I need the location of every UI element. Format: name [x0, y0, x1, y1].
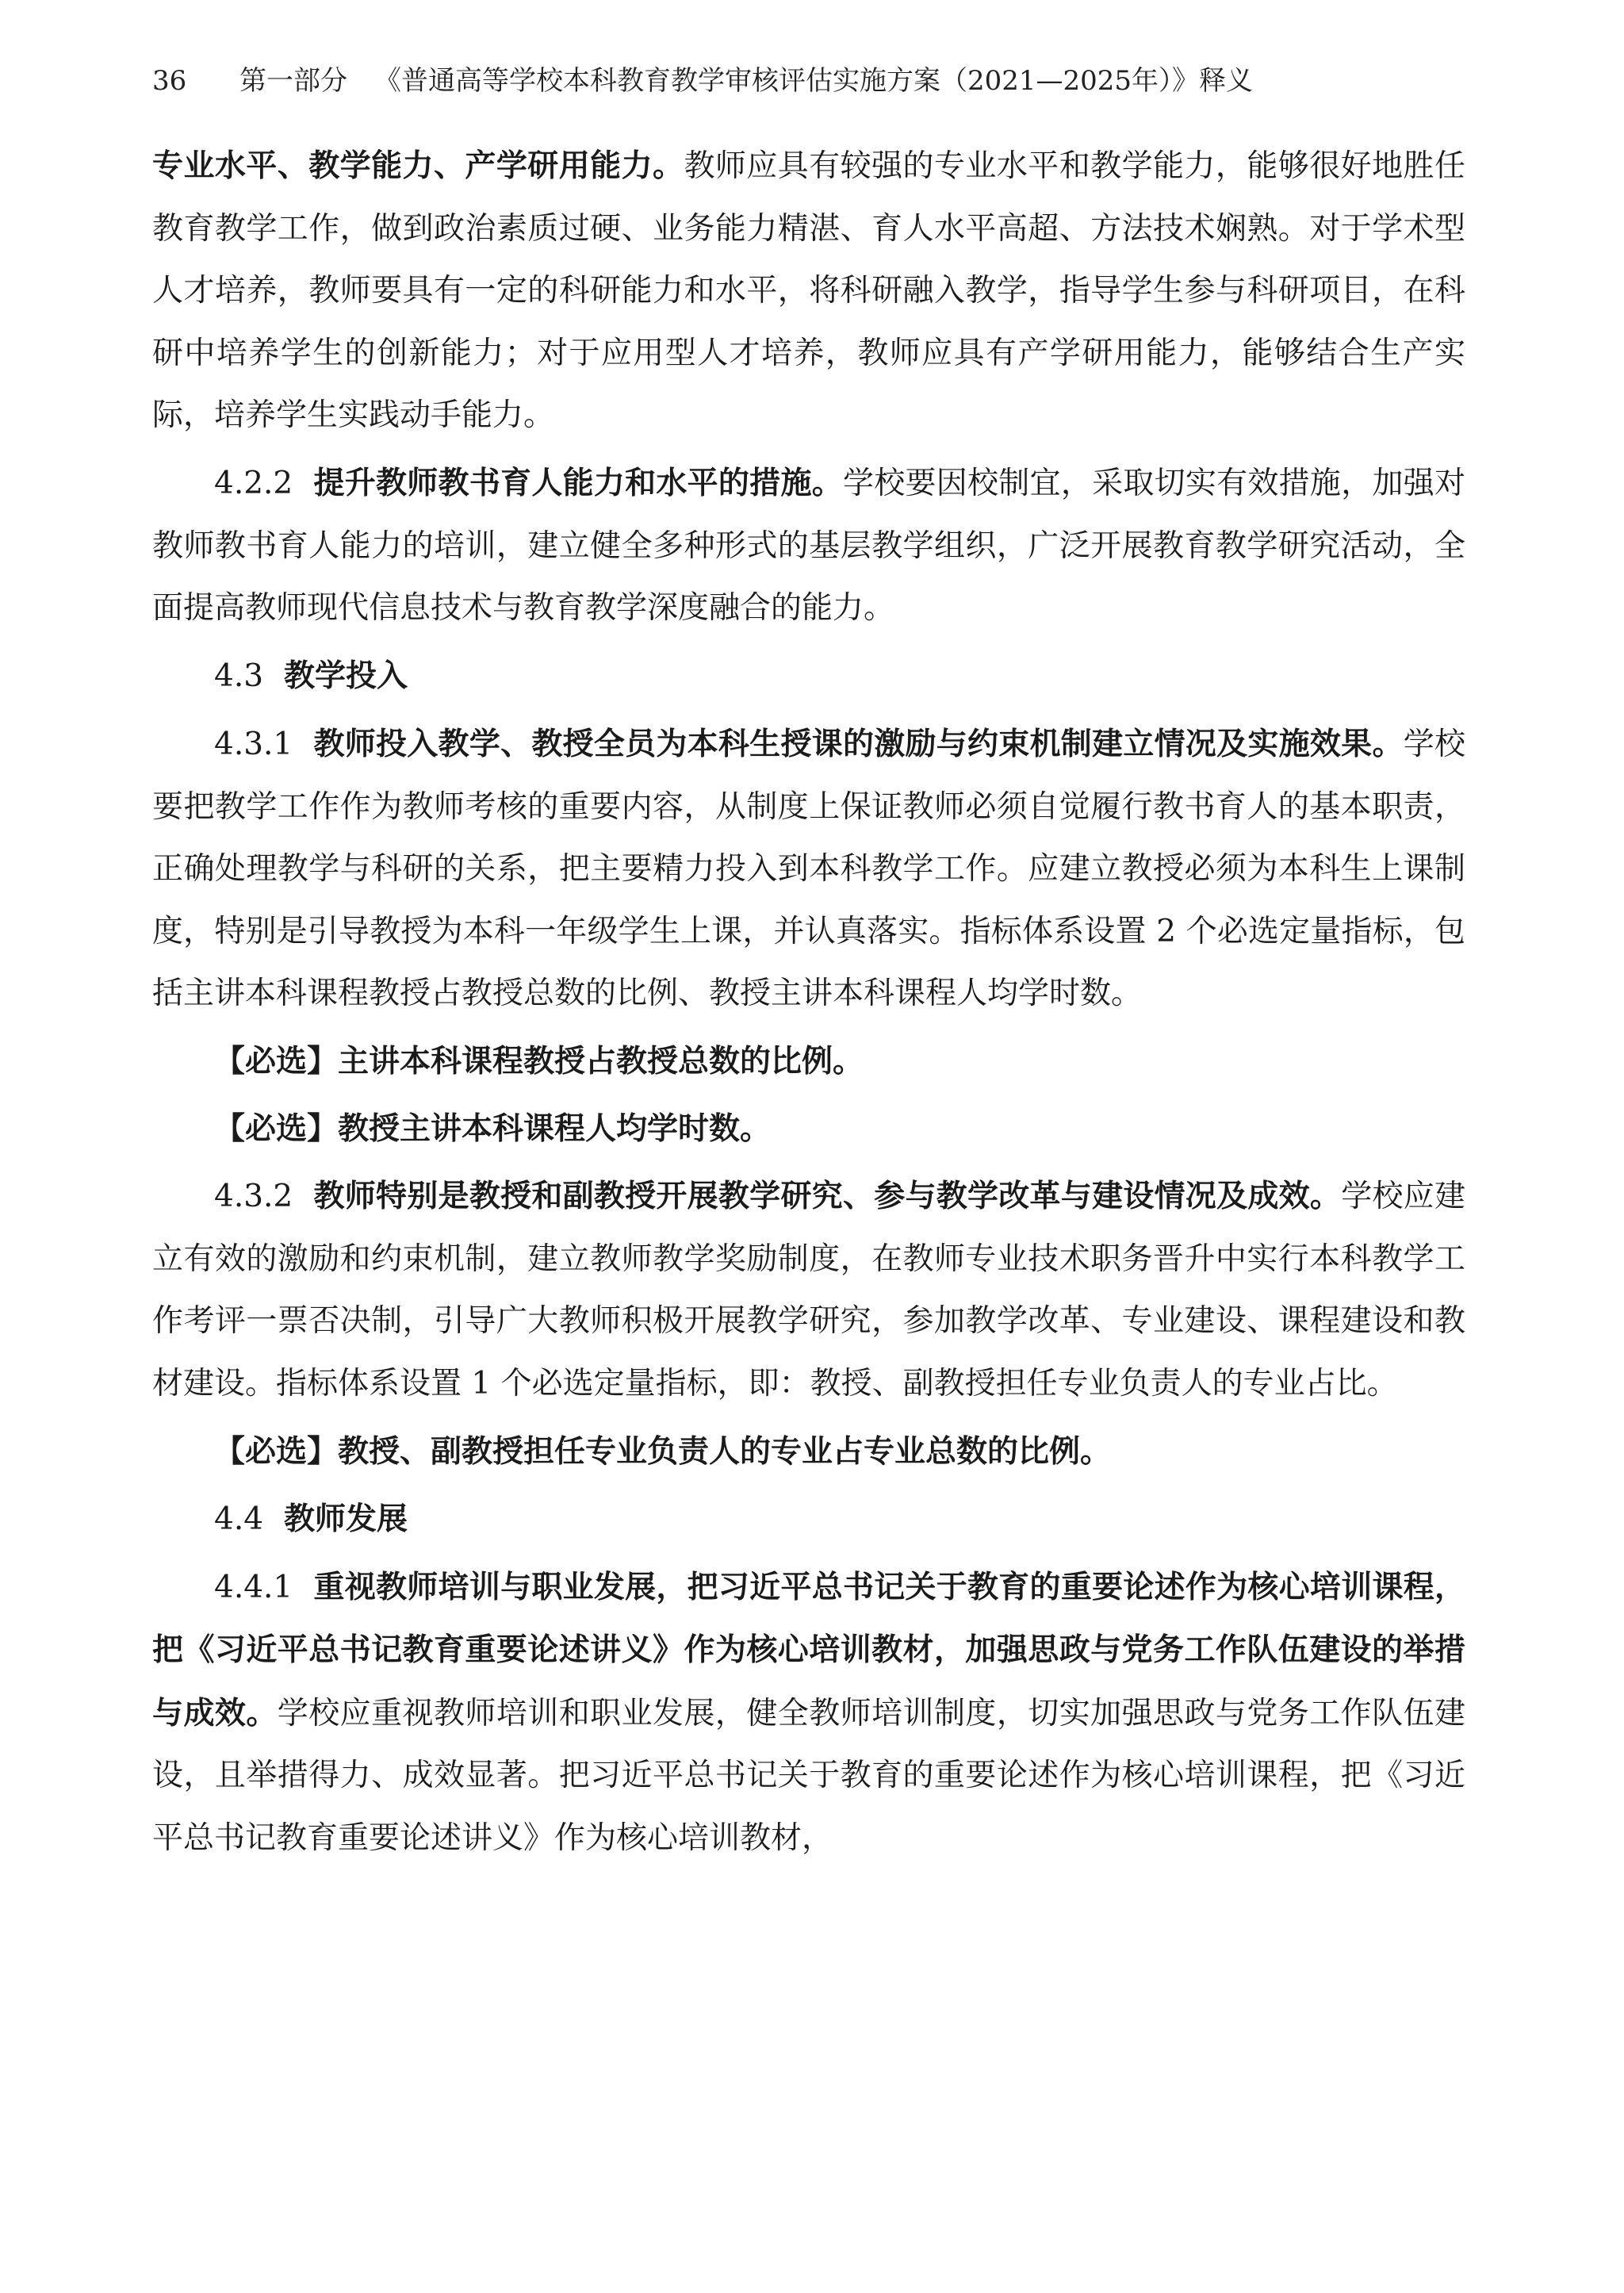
paragraph-teacher-abilities	[152, 135, 1465, 447]
section-number: 4.3	[214, 658, 264, 694]
paragraph-4-2-2	[152, 452, 1465, 640]
section-heading-4-3	[152, 645, 1465, 708]
required-indicator-3: 【必选】教授、副教授担任专业负责人的专业占专业总数的比例。	[214, 1432, 1112, 1470]
paragraph-lead: 教师投入教学、教授全员为本科生授课的激励与约束机制建立情况及实施效果。	[313, 726, 1404, 762]
part-label: 第一部分	[239, 65, 347, 97]
section-number: 4.3.2	[214, 1179, 293, 1214]
section-number: 4.3.1	[214, 727, 293, 762]
book-title: 《普通高等学校本科教育教学审核评估实施方案（2021—2025年）》释义	[374, 65, 1254, 97]
paragraph-text: 学校应建立有效的激励和约束机制，建立教师教学奖励制度，在教师专业技术职务晋升中实行本科教学工作考评一票否决制，引导广大教师积极开展教学研究，参加教学改革、专业建设、课程建设和教材建设。指标体系设置 1 个必选定量指标，即：教授、副教授担任专业负责人的专业占比。	[152, 1179, 1465, 1401]
paragraph-lead: 教师特别是教授和副教授开展教学研究、参与教学改革与建设情况及成效。	[313, 1178, 1342, 1214]
page-body	[152, 135, 1465, 1875]
paragraph-text: 教师应具有较强的专业水平和教学能力，能够很好地胜任教育教学工作，做到政治素质过硬、业务能力精湛、育人水平高超、方法技术娴熟。对于学术型人才培养，教师要具有一定的科研能力和水平，将科研融入教学，指导学生参与科研项目，在科研中培养学生的创新能力；对于应用型人才培养，教师应具有产学研用能力，能够结合生产实际，培养学生实践动手能力。	[152, 148, 1465, 433]
paragraph-lead: 提升教师教书育人能力和水平的措施。	[313, 465, 843, 501]
section-heading-4-4	[152, 1488, 1465, 1551]
paragraph-text: 学校要把教学工作作为教师考核的重要内容，从制度上保证教师必须自觉履行教书育人的基本职责，正确处理教学与科研的关系，把主要精力投入到本科教学工作。应建立教授必须为本科生上课制度，特别是引导教授为本科一年级学生上课，并认真落实。指标体系设置 2 个必选定量指标，包括主讲本科课程教授占教授总数的比例、教授主讲本科课程人均学时数。	[152, 727, 1465, 1011]
running-header	[152, 62, 1500, 100]
required-indicator-1: 【必选】主讲本科课程教授占教授总数的比例。	[214, 1043, 864, 1079]
paragraph-text: 学校要因校制宜，采取切实有效措施，加强对教师教书育人能力的培训，建立健全多种形式的基层教学组织，广泛开展教育教学研究活动，全面提高教师现代信息技术与教育教学深度融合的能力。	[152, 466, 1465, 626]
paragraph-lead: 专业水平、教学能力、产学研用能力。	[152, 148, 684, 184]
paragraph-4-4-1	[152, 1556, 1465, 1870]
section-number: 4.2.2	[214, 466, 293, 501]
paragraph-text: 学校应重视教师培训和职业发展，健全教师培训制度，切实加强思政与党务工作队伍建设，且举措得力、成效显著。把习近平总书记关于教育的重要论述作为核心培训课程，把《习近平总书记教育重要论述讲义》作为核心培训教材，	[152, 1695, 1465, 1856]
paragraph-4-3-2	[152, 1165, 1465, 1415]
page-number: 36	[152, 65, 187, 97]
section-title: 教师发展	[284, 1500, 408, 1537]
paragraph-4-3-1	[152, 713, 1465, 1026]
paragraph-lead: 重视教师培训与职业发展，把习近平总书记关于教育的重要论述作为核心培训课程，把《习近平总书记教育重要论述讲义》作为核心培训教材，加强思政与党务工作队伍建设的举措与成效。	[152, 1568, 1465, 1731]
section-title: 教学投入	[284, 658, 408, 694]
section-number: 4.4	[214, 1501, 264, 1537]
required-indicator-2: 【必选】教授主讲本科课程人均学时数。	[214, 1110, 772, 1147]
section-number: 4.4.1	[214, 1569, 293, 1605]
